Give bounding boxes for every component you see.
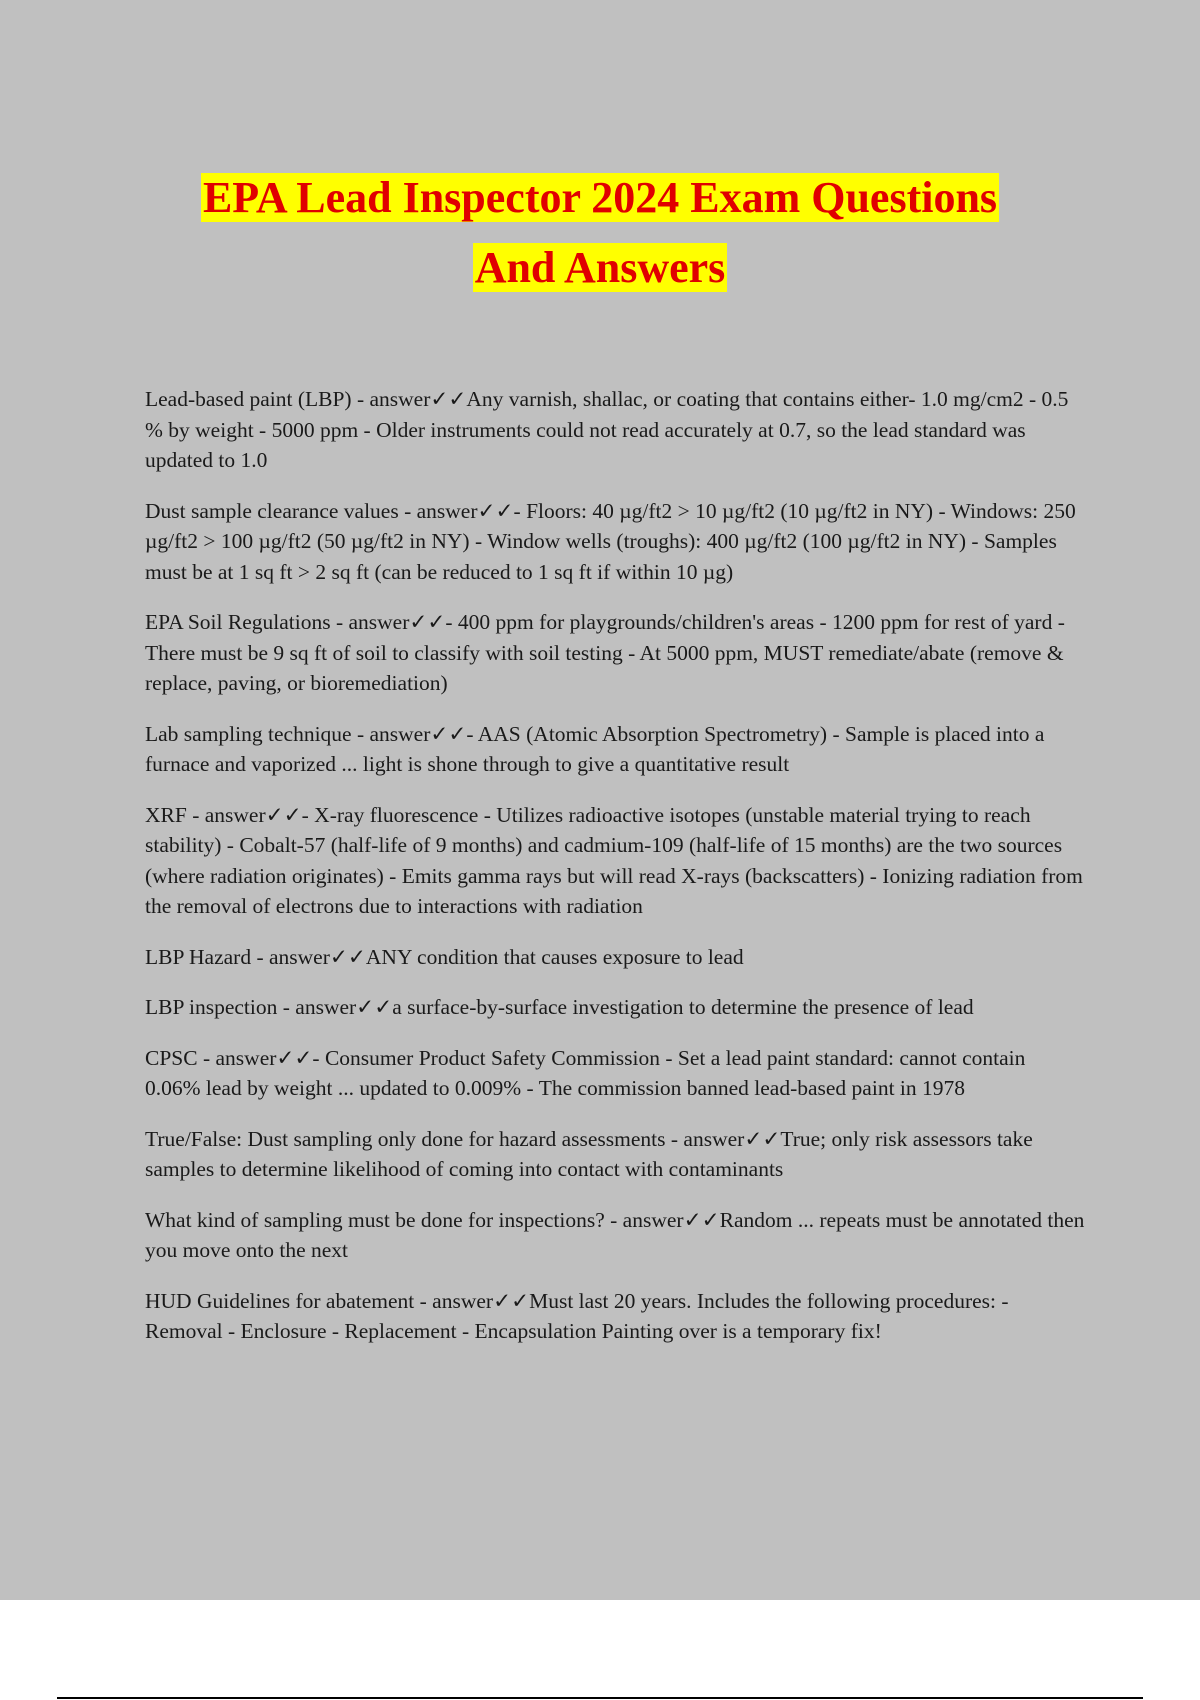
qa-item-lbp-inspection: LBP inspection - answer✓✓a surface-by-surface investigation to determine the presence of lead	[145, 995, 974, 1019]
qa-item-lead-based-paint: Lead-based paint (LBP) - answer✓✓Any varnish, shallac, or coating that contains either- 1.0 mg/cm2 - 0.5 % by weight - 5000 ppm - Older instruments could not read accurately at 0.7, so the lead standard was updated to 1.0	[145, 387, 1069, 472]
qa-item-hud-guidelines: HUD Guidelines for abatement - answer✓✓Must last 20 years. Includes the following procedures: - Removal - Enclosure - Replacement - Encapsulation Painting over is a temporary fix!	[145, 1288, 1009, 1343]
qa-item-inspection-sampling: What kind of sampling must be done for inspections? - answer✓✓Random ... repeats must be annotated then you move onto the next	[145, 1207, 1085, 1262]
title-line-1: EPA Lead Inspector 2024 Exam Questions	[202, 173, 998, 222]
qa-item-cpsc: CPSC - answer✓✓- Consumer Product Safety Commission - Set a lead paint standard: cannot contain 0.06% lead by weight ... updated to 0.009% - The commission banned lead-based paint in 1978	[145, 1045, 1026, 1100]
qa-item-lab-sampling: Lab sampling technique - answer✓✓- AAS (Atomic Absorption Spectrometry) - Sample is placed into a furnace and vaporized ... light is shone through to give a quantitative result	[145, 721, 1045, 776]
qa-item-dust-clearance: Dust sample clearance values - answer✓✓- Floors: 40 µg/ft2 > 10 µg/ft2 (10 µg/ft2 in NY) - Windows: 250 µg/ft2 > 100 µg/ft2 (50 µg/ft2 in NY) - Window wells (troughs): 400 µg/ft2 (100 µg/ft2 in NY) - Samples must be at 1 sq ft > 2 sq ft (can be reduced to 1 sq ft if within 10 µg)	[145, 498, 1076, 584]
qa-item-soil-regulations: EPA Soil Regulations - answer✓✓- 400 ppm for playgrounds/children's areas - 1200 ppm for rest of yard - There must be 9 sq ft of soil to classify with soil testing - At 5000 ppm, MUST remediate/abate (remove & replace, paving, or bioremediation)	[145, 610, 1065, 695]
document-title	[100, 168, 1100, 308]
qa-item-dust-sampling-true-false: True/False: Dust sampling only done for hazard assessments - answer✓✓True; only risk assessors take samples to determine likelihood of coming into contact with contaminants	[145, 1126, 1033, 1181]
page-bottom-divider	[57, 1697, 1143, 1699]
title-line-2: And Answers	[474, 243, 726, 292]
qa-item-lbp-hazard: LBP Hazard - answer✓✓ANY condition that causes exposure to lead	[145, 944, 744, 969]
qa-list	[145, 384, 1085, 1367]
qa-item-xrf: XRF - answer✓✓- X-ray fluorescence - Utilizes radioactive isotopes (unstable material trying to reach stability) - Cobalt-57 (half-life of 9 months) and cadmium-109 (half-life of 15 months) are the two sources (where radiation originates) - Emits gamma rays but will read X-rays (backscatters) - Ionizing radiation from the removal of electrons due to interactions with radiation	[145, 802, 1083, 918]
